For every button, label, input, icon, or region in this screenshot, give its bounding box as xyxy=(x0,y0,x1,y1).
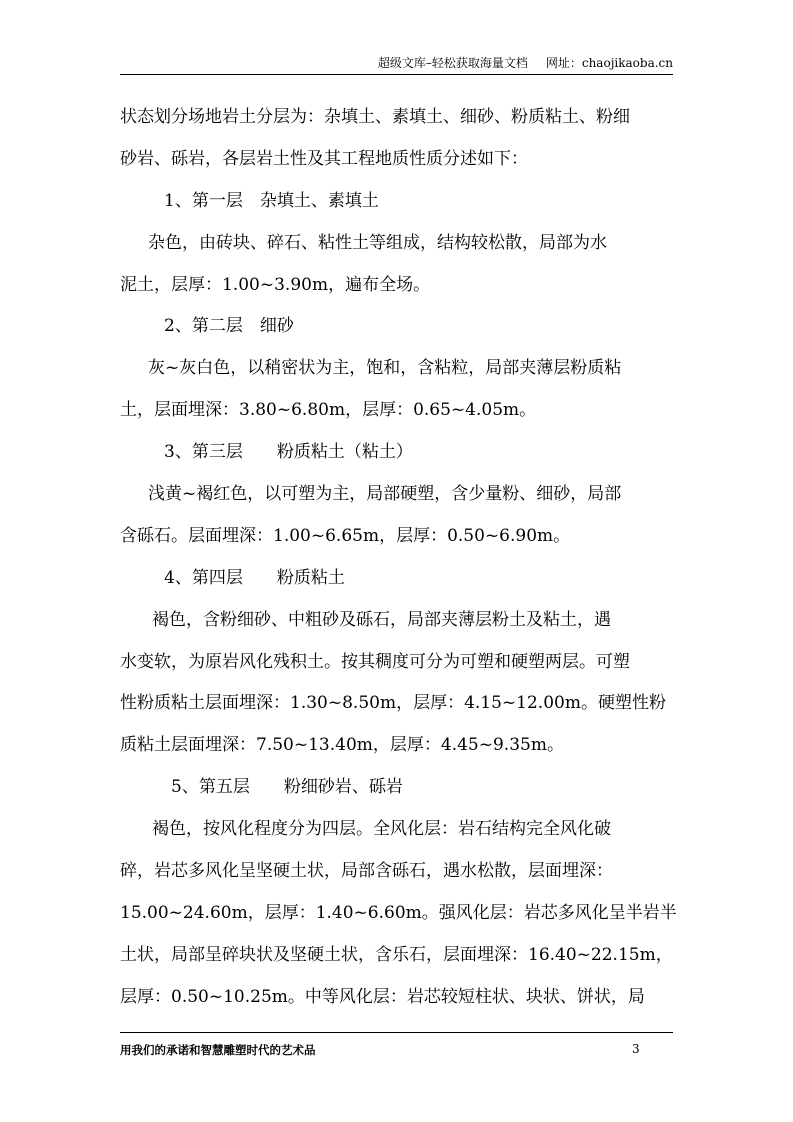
section-heading: 2、第二层 细砂 xyxy=(164,316,294,337)
body-line: 含砾石。层面埋深：1.00~6.65m，层厚：0.50~6.90m。 xyxy=(120,525,571,546)
body-line: 15.00~24.60m，层厚：1.40~6.60m。强风化层：岩芯多风化呈半岩半 xyxy=(120,902,677,923)
header-divider xyxy=(120,74,673,75)
section-heading: 5、第五层 粉细砂岩、砾岩 xyxy=(171,777,403,798)
body-line: 灰~灰白色，以稍密状为主，饱和，含粘粒，局部夹薄层粉质粘 xyxy=(148,358,622,379)
section-heading: 1、第一层 杂填土、素填土 xyxy=(164,190,379,211)
body-line: 砂岩、砾岩，各层岩土性及其工程地质性质分述如下： xyxy=(120,148,528,169)
footer-divider xyxy=(120,1032,673,1033)
footer-slogan: 用我们的承诺和智慧雕塑时代的艺术品 xyxy=(120,1043,316,1057)
body-line: 水变软，为原岩风化残积土。按其稠度可分为可塑和硬塑两层。可塑 xyxy=(120,651,630,672)
section-heading: 3、第三层 粉质粘土（粘土） xyxy=(164,442,413,463)
body-line: 浅黄~褐红色，以可塑为主，局部硬塑，含少量粉、细砂，局部 xyxy=(148,484,622,505)
body-line: 泥土，层厚：1.00~3.90m，遍布全场。 xyxy=(120,274,431,295)
body-line: 土，层面埋深：3.80~6.80m，层厚：0.65~4.05m。 xyxy=(120,400,537,421)
body-line: 状态划分场地岩土分层为：杂填土、素填土、细砂、粉质粘土、粉细 xyxy=(120,107,630,127)
body-line: 褐色，按风化程度分为四层。全风化层：岩石结构完全风化破 xyxy=(152,819,611,840)
body-line: 土状，局部呈碎块状及坚硬土状，含乐石，层面埋深：16.40~22.15m， xyxy=(120,944,673,965)
page-header xyxy=(120,54,673,71)
body-line: 褐色，含粉细砂、中粗砂及砾石，局部夹薄层粉土及粘土，遇 xyxy=(152,609,611,630)
body-line: 性粉质粘土层面埋深：1.30~8.50m，层厚：4.15~12.00m。硬塑性粉 xyxy=(120,693,666,714)
page-number: 3 xyxy=(632,1042,640,1056)
section-heading: 4、第四层 粉质粘土 xyxy=(164,567,345,588)
body-line: 杂色，由砖块、碎石、粘性土等组成，结构较松散，局部为水 xyxy=(148,232,607,253)
body-line: 层厚：0.50~10.25m。中等风化层：岩芯较短柱状、块状、饼状，局 xyxy=(120,986,645,1007)
header-site-name: 超级文库–轻松获取海量文档 xyxy=(377,56,528,70)
document-body xyxy=(120,104,680,1026)
body-line: 碎，岩芯多风化呈坚硬土状，局部含砾石，遇水松散，层面埋深： xyxy=(120,861,613,882)
header-url: 网址：chaojikaoba.cn xyxy=(545,56,673,70)
body-line: 质粘土层面埋深：7.50~13.40m，层厚：4.45~9.35m。 xyxy=(120,735,564,756)
